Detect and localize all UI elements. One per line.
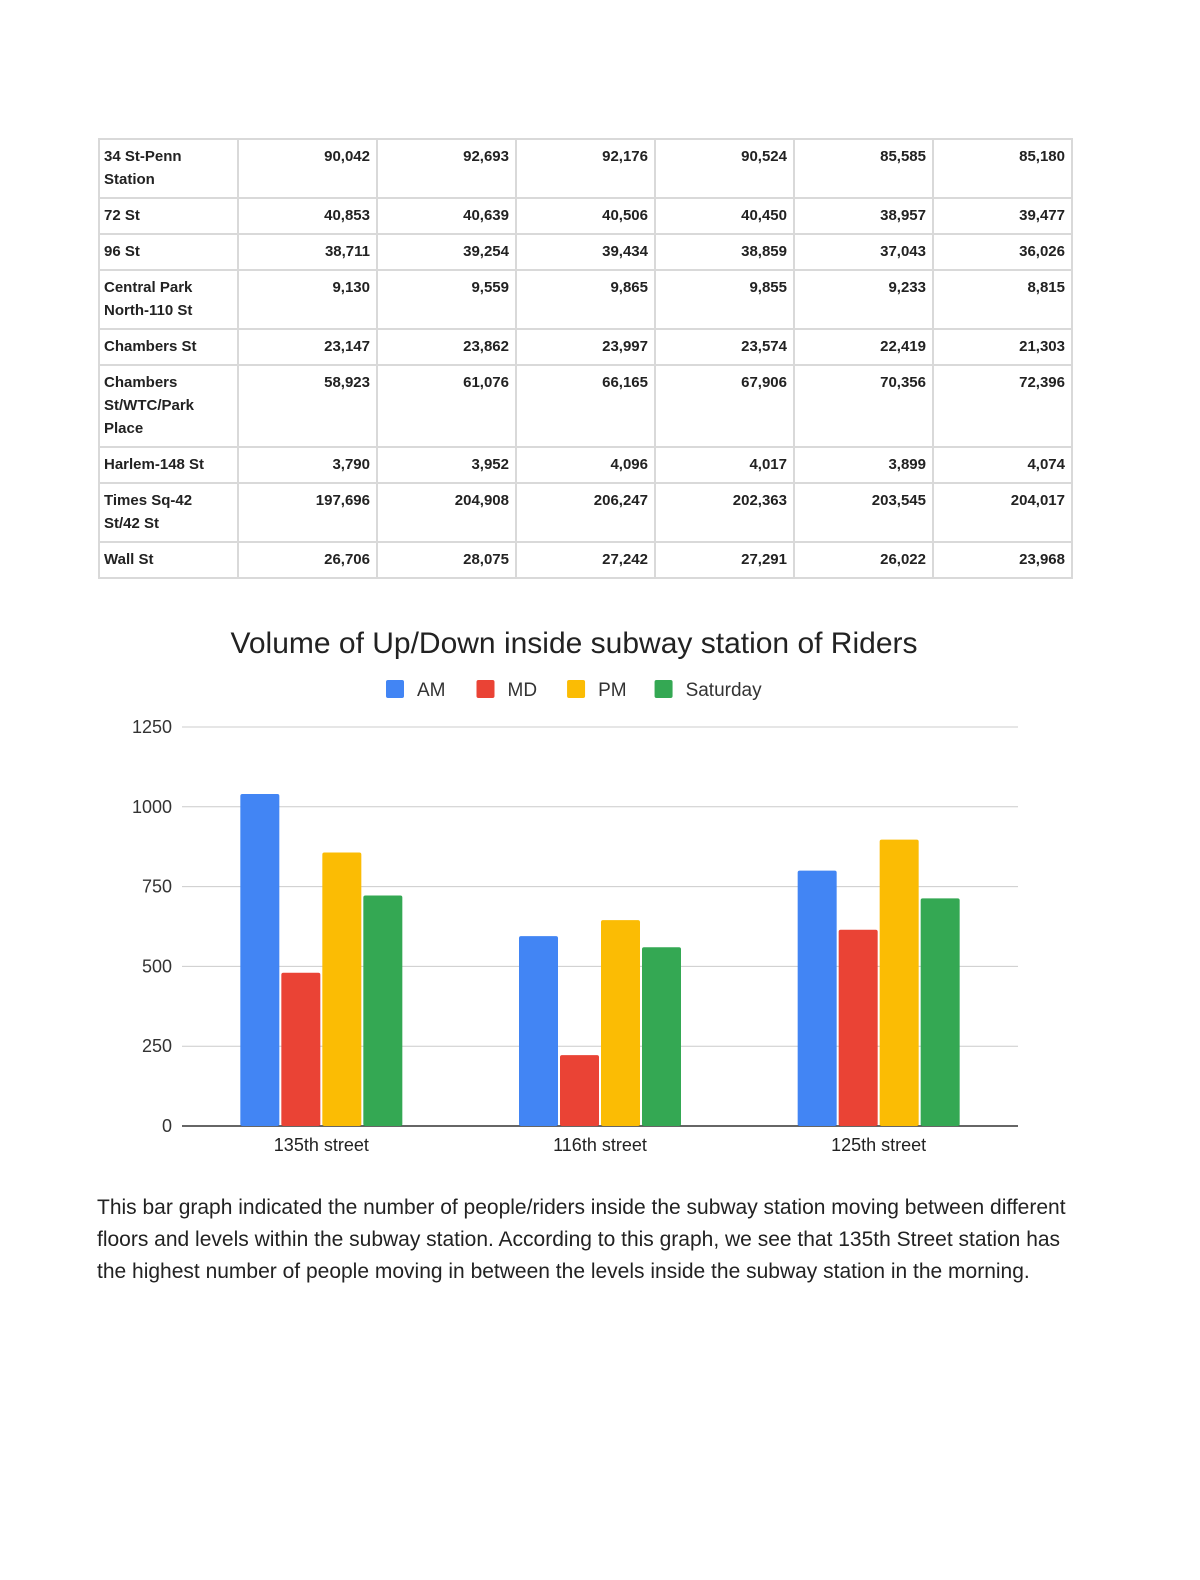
ridership-value-cell: 39,477 [933, 198, 1072, 234]
ridership-value-cell: 27,291 [655, 542, 794, 578]
ridership-value-cell: 38,859 [655, 234, 794, 270]
bar-md-0 [281, 973, 320, 1126]
ridership-value-cell: 9,855 [655, 270, 794, 329]
y-tick-label: 250 [141, 1036, 172, 1057]
ridership-table [98, 138, 1073, 579]
station-name-cell: Chambers St [99, 329, 238, 365]
bar-pm-2 [880, 840, 919, 1126]
ridership-value-cell: 206,247 [516, 483, 655, 542]
station-name-cell: Harlem-148 St [99, 447, 238, 483]
ridership-value-cell: 23,968 [933, 542, 1072, 578]
ridership-value-cell: 4,074 [933, 447, 1072, 483]
table-row [99, 447, 1072, 483]
ridership-value-cell: 22,419 [794, 329, 933, 365]
ridership-value-cell: 21,303 [933, 329, 1072, 365]
ridership-value-cell: 197,696 [238, 483, 377, 542]
bar-saturday-1 [642, 947, 681, 1126]
ridership-value-cell: 4,017 [655, 447, 794, 483]
ridership-value-cell: 23,574 [655, 329, 794, 365]
ridership-value-cell: 40,853 [238, 198, 377, 234]
ridership-value-cell: 61,076 [377, 365, 516, 447]
y-tick-label: 0 [161, 1116, 172, 1136]
ridership-value-cell: 202,363 [655, 483, 794, 542]
bar-md-2 [839, 930, 878, 1126]
ridership-value-cell: 92,693 [377, 139, 516, 198]
ridership-value-cell: 28,075 [377, 542, 516, 578]
legend-label-saturday: Saturday [685, 680, 762, 701]
bar-md-1 [560, 1055, 599, 1126]
ridership-value-cell: 8,815 [933, 270, 1072, 329]
legend-label-am: AM [417, 680, 446, 701]
ridership-value-cell: 38,711 [238, 234, 377, 270]
station-name-cell: 34 St-Penn Station [99, 139, 238, 198]
bar-am-1 [519, 936, 558, 1126]
ridership-value-cell: 204,908 [377, 483, 516, 542]
x-category-label: 125th street [831, 1135, 927, 1155]
bar-saturday-2 [921, 898, 960, 1126]
ridership-value-cell: 58,923 [238, 365, 377, 447]
ridership-value-cell: 38,957 [794, 198, 933, 234]
legend-label-md: MD [507, 680, 538, 701]
x-category-label: 116th street [553, 1135, 647, 1155]
ridership-value-cell: 4,096 [516, 447, 655, 483]
ridership-value-cell: 67,906 [655, 365, 794, 447]
ridership-value-cell: 39,254 [377, 234, 516, 270]
ridership-value-cell: 203,545 [794, 483, 933, 542]
table-row [99, 483, 1072, 542]
ridership-value-cell: 3,790 [238, 447, 377, 483]
table-row [99, 270, 1072, 329]
description-paragraph: This bar graph indicated the number of people/riders inside the subway station moving between different floors and levels within the subway station. According to this graph, we see that 135th Street station has the highest number of people moving in between the levels inside the subway station in the morning. [97, 1196, 1066, 1283]
ridership-value-cell: 27,242 [516, 542, 655, 578]
station-name-cell: 72 St [99, 198, 238, 234]
bar-saturday-0 [363, 896, 402, 1126]
legend-swatch-md [477, 680, 495, 698]
ridership-value-cell: 39,434 [516, 234, 655, 270]
ridership-value-cell: 85,585 [794, 139, 933, 198]
y-tick-label: 750 [141, 876, 172, 897]
x-category-label: 135th street [273, 1135, 369, 1155]
bar-am-2 [798, 871, 837, 1126]
table-row [99, 198, 1072, 234]
ridership-value-cell: 40,639 [377, 198, 516, 234]
ridership-value-cell: 26,706 [238, 542, 377, 578]
ridership-value-cell: 72,396 [933, 365, 1072, 447]
ridership-value-cell: 204,017 [933, 483, 1072, 542]
station-name-cell: Times Sq-42 St/42 St [99, 483, 238, 542]
station-name-cell: Chambers St/WTC/Park Place [99, 365, 238, 447]
table-row [99, 329, 1072, 365]
ridership-value-cell: 90,524 [655, 139, 794, 198]
table-row [99, 234, 1072, 270]
y-tick-label: 1000 [131, 796, 172, 817]
ridership-value-cell: 90,042 [238, 139, 377, 198]
chart-legend [386, 680, 762, 701]
y-tick-label: 1250 [131, 717, 172, 737]
station-name-cell: Wall St [99, 542, 238, 578]
bar-am-0 [240, 794, 279, 1126]
table-row [99, 365, 1072, 447]
legend-swatch-pm [567, 680, 585, 698]
legend-swatch-am [386, 680, 404, 698]
ridership-value-cell: 23,862 [377, 329, 516, 365]
ridership-value-cell: 9,865 [516, 270, 655, 329]
bar-pm-0 [322, 852, 361, 1126]
ridership-value-cell: 37,043 [794, 234, 933, 270]
chart-bars [240, 794, 959, 1126]
ridership-value-cell: 9,559 [377, 270, 516, 329]
ridership-value-cell: 36,026 [933, 234, 1072, 270]
table-row [99, 139, 1072, 198]
ridership-value-cell: 66,165 [516, 365, 655, 447]
station-name-cell: Central Park North-110 St [99, 270, 238, 329]
chart-title: Volume of Up/Down inside subway station of Riders [230, 627, 918, 660]
table-row [99, 542, 1072, 578]
table-body [99, 139, 1072, 578]
legend-label-pm: PM [598, 680, 627, 701]
ridership-value-cell: 23,147 [238, 329, 377, 365]
ridership-value-cell: 85,180 [933, 139, 1072, 198]
bar-chart [0, 600, 1200, 1170]
bar-pm-1 [601, 920, 640, 1126]
ridership-value-cell: 3,899 [794, 447, 933, 483]
ridership-value-cell: 26,022 [794, 542, 933, 578]
ridership-value-cell: 70,356 [794, 365, 933, 447]
ridership-value-cell: 9,233 [794, 270, 933, 329]
ridership-value-cell: 23,997 [516, 329, 655, 365]
legend-swatch-saturday [655, 680, 673, 698]
ridership-value-cell: 40,450 [655, 198, 794, 234]
station-name-cell: 96 St [99, 234, 238, 270]
ridership-value-cell: 9,130 [238, 270, 377, 329]
chart-category-labels [274, 1135, 926, 1155]
ridership-value-cell: 3,952 [377, 447, 516, 483]
ridership-value-cell: 40,506 [516, 198, 655, 234]
ridership-value-cell: 92,176 [516, 139, 655, 198]
y-tick-label: 500 [141, 956, 172, 977]
